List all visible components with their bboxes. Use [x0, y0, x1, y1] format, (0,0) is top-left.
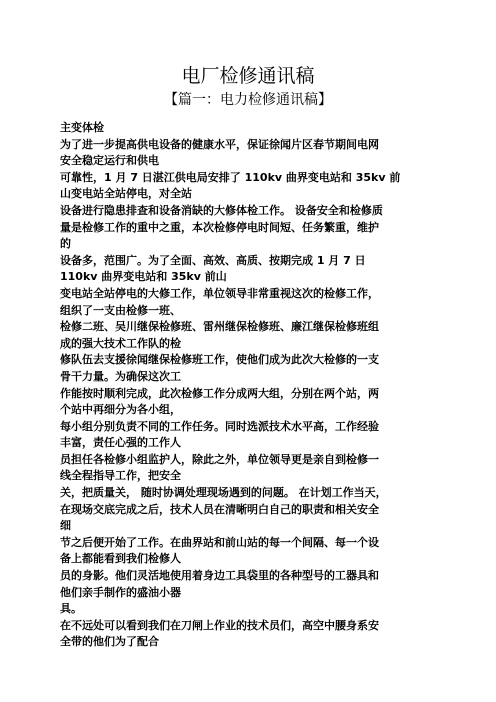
body-line: 关，把质量关， 随时协调处理现场遇到的问题。 在计划工作当天， — [60, 486, 387, 500]
body-line: 量是检修工作的重中之重，本次检修停电时间短、任务繁重，维护 — [60, 220, 379, 234]
body-line: 成的强大技术工作队的检 — [60, 336, 181, 350]
body-line: 个站中再细分为各小组， — [60, 403, 181, 417]
body-line: 骨干力量。为确保这次工 — [60, 369, 181, 383]
body-line: 细 — [60, 519, 71, 533]
body-line: 可靠性，1 月 7 日湛江供电局安排了 110kv 曲界变电站和 35kv 前 — [60, 170, 401, 184]
body-line: 节之后便开始了工作。在曲界站和前山站的每一个间隔、每一个设 — [60, 535, 379, 549]
body-line: 丰富，责任心强的工作人 — [60, 436, 181, 450]
body-line: 为了进一步提高供电设备的健康水平，保证徐闻片区春节期间电网 — [60, 137, 379, 151]
body-line: 设备多，范围广。为了全面、高效、高质、按期完成 1 月 7 日 — [60, 253, 366, 267]
body-line: 全带的他们为了配合 — [60, 635, 159, 649]
body-line: 的 — [60, 237, 71, 251]
document-title: 电厂检修通讯稿 — [181, 65, 315, 87]
body-line: 检修二班、吴川继保检修班、雷州继保检修班、廉江继保检修班组 — [60, 320, 379, 334]
body-line: 每小组分别负责不同的工作任务。同时选派技术水平高，工作经验 — [60, 419, 379, 433]
body-line: 他们亲手制作的盛油小器 — [60, 585, 181, 599]
body-line: 在不远处可以看到我们在刀闸上作业的技术员们，高空中腰身系安 — [60, 618, 379, 632]
body-line: 具。 — [60, 602, 82, 616]
body-line: 员担任各检修小组监护人，除此之外，单位领导更是亲自到检修一 — [60, 452, 379, 466]
body-line: 110kv 曲界变电站和 35kv 前山 — [60, 270, 227, 284]
body-line: 安全稳定运行和供电 — [60, 154, 159, 168]
body-line: 备上都能看到我们检修人 — [60, 552, 181, 566]
body-line: 线全程指导工作，把安全 — [60, 469, 181, 483]
body-line: 设备进行隐患排查和设备消缺的大修体检工作。 设备安全和检修质 — [60, 203, 383, 217]
document-body — [60, 120, 438, 651]
body-line: 修队伍去支援徐闻继保检修班工作，使他们成为此次大检修的一支 — [60, 353, 379, 367]
body-line: 员的身影。他们灵活地使用着身边工具袋里的各种型号的工器具和 — [60, 569, 379, 583]
body-line: 主变体检 — [60, 121, 104, 134]
document-subtitle: 【篇一：电力检修通讯稿】 — [164, 92, 332, 108]
body-line: 变电站全站停电的大修工作，单位领导非常重视这次的检修工作， — [60, 286, 379, 300]
body-line: 山变电站全站停电，对全站 — [60, 187, 192, 201]
body-line: 在现场交底完成之后，技术人员在清晰明白自己的职责和相关安全 — [60, 502, 379, 516]
body-line: 作能按时顺利完成，此次检修工作分成两大组，分别在两个站，两 — [60, 386, 379, 400]
body-line: 组织了一支由检修一班、 — [60, 303, 181, 317]
